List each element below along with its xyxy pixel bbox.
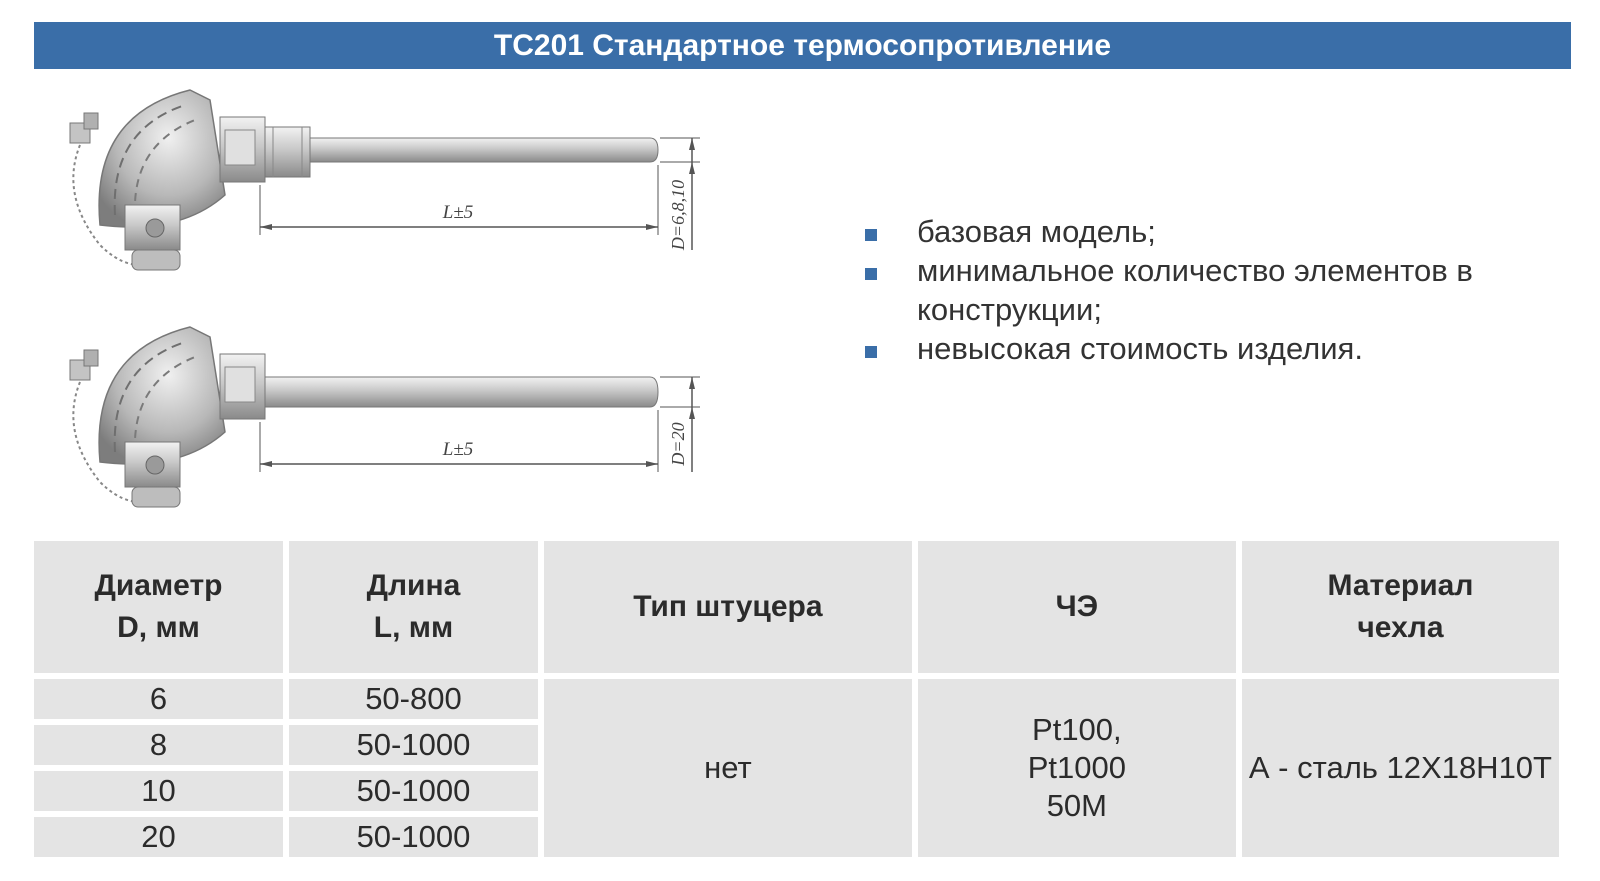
feature-text: базовая модель; bbox=[917, 214, 1156, 249]
feature-item bbox=[865, 251, 1565, 329]
cell-length: 50-1000 bbox=[289, 817, 538, 857]
square-bullet-icon bbox=[865, 268, 877, 280]
header-fitting-type: Тип штуцера bbox=[544, 541, 912, 673]
header-sensing-element: ЧЭ bbox=[918, 541, 1236, 673]
feature-list bbox=[865, 212, 1565, 368]
feature-text: невысокая стоимость изделия. bbox=[917, 331, 1363, 366]
cell-length: 50-1000 bbox=[289, 771, 538, 811]
cell-diameter: 20 bbox=[34, 817, 283, 857]
header-sheath-material: Материал чехла bbox=[1242, 541, 1559, 673]
cell-length: 50-1000 bbox=[289, 725, 538, 765]
page-title: ТС201 Стандартное термосопротивление bbox=[493, 28, 1112, 62]
connection-head bbox=[70, 327, 265, 507]
connection-head bbox=[70, 90, 265, 270]
cell-length: 50-800 bbox=[289, 679, 538, 719]
spec-table bbox=[28, 535, 1565, 863]
dimension-diameter bbox=[660, 138, 700, 251]
square-bullet-icon bbox=[865, 229, 877, 241]
cell-diameter: 6 bbox=[34, 679, 283, 719]
table-header-row bbox=[34, 541, 1559, 673]
square-bullet-icon bbox=[865, 346, 877, 358]
sensor-sheath bbox=[265, 377, 658, 407]
header-diameter: Диаметр D, мм bbox=[34, 541, 283, 673]
dimension-length bbox=[260, 165, 658, 235]
dimension-diameter bbox=[660, 377, 700, 472]
diameter-dimension-label: D=20 bbox=[668, 422, 688, 466]
sensor-drawing-with-fitting bbox=[60, 75, 720, 285]
dimension-length bbox=[260, 410, 658, 472]
sensor-drawing-without-fitting bbox=[60, 312, 720, 522]
cell-sheath-material: А - сталь 12Х18Н10Т bbox=[1242, 679, 1559, 857]
length-dimension-label: L±5 bbox=[442, 439, 474, 460]
length-dimension-label: L±5 bbox=[442, 202, 474, 223]
page-title-bar bbox=[34, 22, 1571, 69]
diameter-dimension-label: D=6,8,10 bbox=[668, 179, 688, 251]
cell-diameter: 10 bbox=[34, 771, 283, 811]
cell-fitting-type: нет bbox=[544, 679, 912, 857]
fitting-nut bbox=[265, 127, 310, 177]
cell-sensing-element: Pt100, Pt1000 50М bbox=[918, 679, 1236, 857]
feature-item bbox=[865, 329, 1565, 368]
cell-diameter: 8 bbox=[34, 725, 283, 765]
table-row bbox=[34, 679, 1559, 719]
sensor-sheath bbox=[310, 138, 658, 162]
header-length: Длина L, мм bbox=[289, 541, 538, 673]
feature-item bbox=[865, 212, 1565, 251]
feature-text: минимальное количество элементов в конструкции; bbox=[917, 253, 1473, 327]
